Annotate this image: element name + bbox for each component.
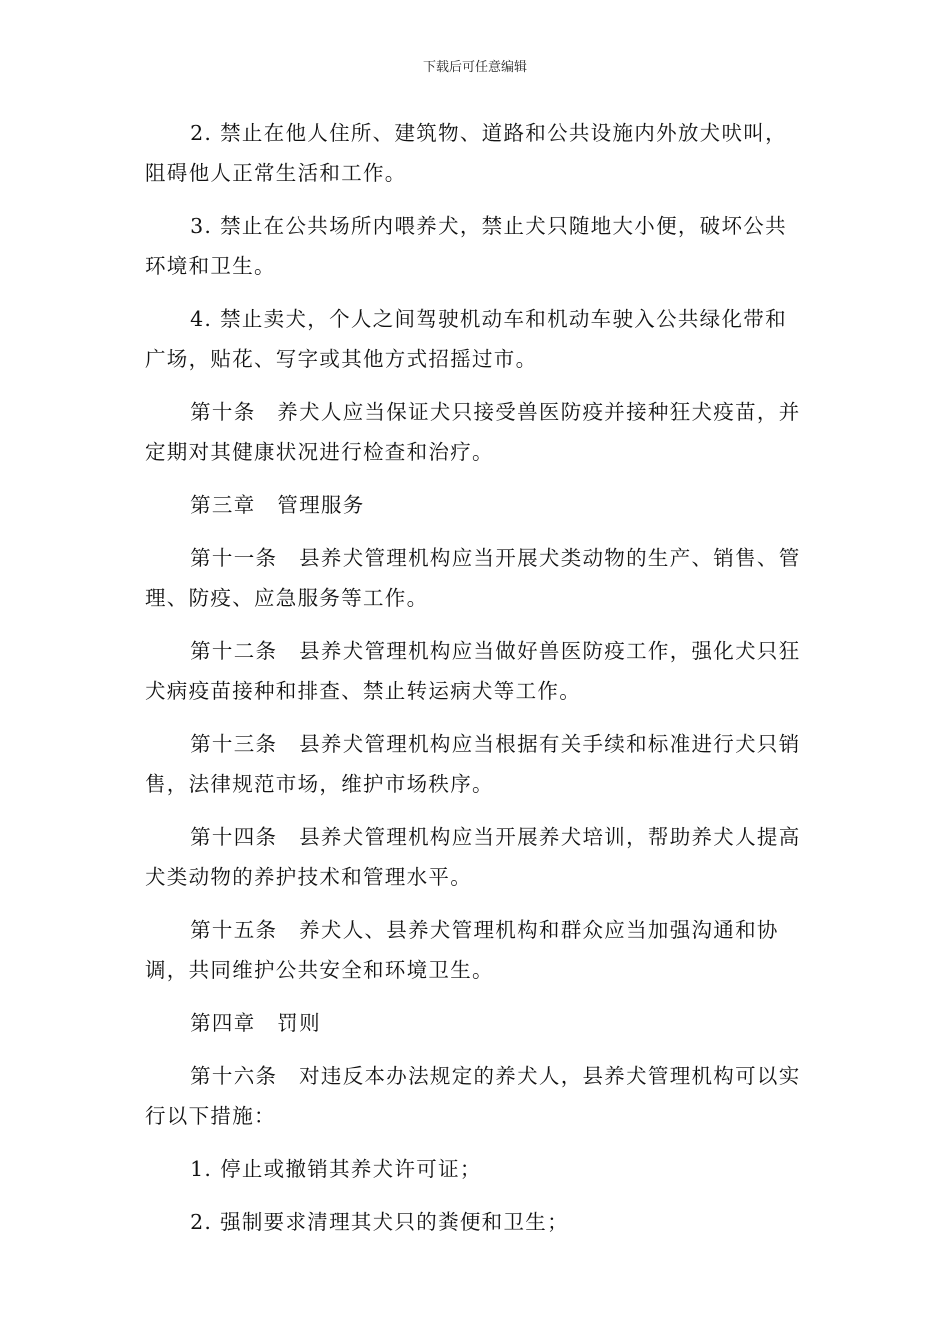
paragraph-item-2: 2. 禁止在他人住所、建筑物、道路和公共设施内外放犬吠叫，阻碍他人正常生活和工作。	[145, 121, 787, 185]
chapter-4-heading: 第四章 罚则	[190, 1011, 321, 1035]
measure-item-2: 2. 强制要求清理其犬只的粪便和卫生；	[190, 1210, 569, 1234]
measure-item-1: 1. 停止或撤销其养犬许可证；	[190, 1157, 482, 1181]
article-10: 第十条 养犬人应当保证犬只接受兽医防疫并接种狂犬疫苗，并定期对其健康状况进行检查和治疗。	[145, 400, 801, 464]
article-15: 第十五条 养犬人、县养犬管理机构和群众应当加强沟通和协调，共同维护公共安全和环境卫生。	[145, 918, 779, 982]
article-13: 第十三条 县养犬管理机构应当根据有关手续和标准进行犬只销售，法律规范市场，维护市场秩序。	[145, 732, 801, 796]
paragraph-item-3: 3. 禁止在公共场所内喂养犬，禁止犬只随地大小便，破坏公共环境和卫生。	[145, 214, 787, 278]
page-header-note: 下载后可任意编辑	[422, 60, 527, 75]
article-14: 第十四条 县养犬管理机构应当开展养犬培训，帮助养犬人提高犬类动物的养护技术和管理水平。	[145, 825, 801, 889]
article-12: 第十二条 县养犬管理机构应当做好兽医防疫工作，强化犬只狂犬病疫苗接种和排查、禁止转运病犬等工作。	[145, 639, 801, 703]
article-11: 第十一条 县养犬管理机构应当开展犬类动物的生产、销售、管理、防疫、应急服务等工作。	[145, 546, 801, 610]
chapter-3-heading: 第三章 管理服务	[190, 493, 365, 517]
document-body	[145, 113, 805, 1255]
article-16: 第十六条 对违反本办法规定的养犬人，县养犬管理机构可以实行以下措施：	[145, 1064, 801, 1128]
paragraph-item-4: 4. 禁止卖犬，个人之间驾驶机动车和机动车驶入公共绿化带和广场，贴花、写字或其他方式招摇过市。	[145, 307, 787, 371]
